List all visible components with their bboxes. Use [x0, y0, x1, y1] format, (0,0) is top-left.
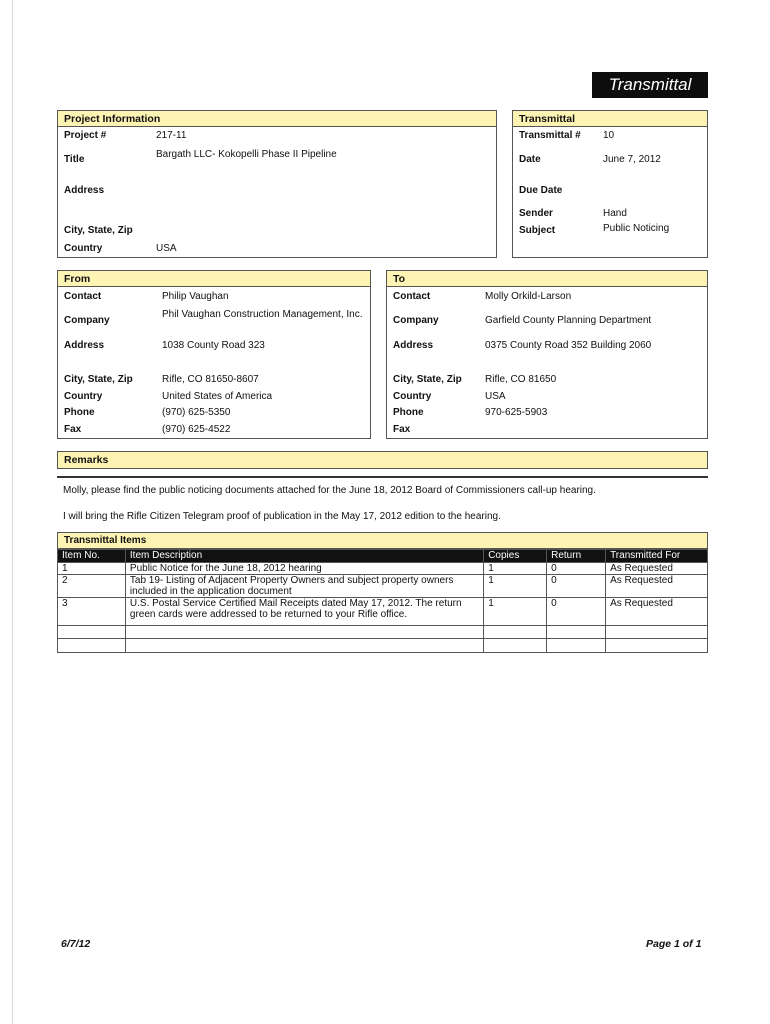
- table-row: [58, 563, 708, 575]
- project-no-label: Project #: [64, 130, 107, 141]
- date-label: Date: [519, 154, 541, 165]
- item-transmitted-for: As Requested: [606, 598, 708, 626]
- from-country-label: Country: [64, 391, 103, 402]
- to-country-label: Country: [393, 391, 432, 402]
- transmittal-no-label: Transmittal #: [519, 130, 581, 141]
- from-company-value: Phil Vaughan Construction Management, Inc.: [162, 309, 363, 320]
- remarks-header: Remarks: [64, 454, 109, 466]
- from-phone-label: Phone: [64, 407, 95, 418]
- remarks-line-1: Molly, please find the public noticing documents attached for the June 18, 2012 Board of Commissioners call-up hearing.: [63, 485, 596, 496]
- address-label: Address: [64, 185, 105, 196]
- country-label: Country: [64, 243, 103, 254]
- to-header: To: [387, 271, 707, 287]
- to-contact-label: Contact: [393, 291, 431, 302]
- table-row: [58, 598, 708, 626]
- to-section: [386, 270, 708, 439]
- to-fax-label: Fax: [393, 424, 411, 435]
- item-description: Public Notice for the June 18, 2012 hearing: [125, 563, 483, 575]
- to-city-label: City, State, Zip: [393, 374, 462, 385]
- item-no: 2: [58, 575, 126, 598]
- from-city-value: Rifle, CO 81650-8607: [162, 374, 259, 385]
- item-transmitted-for: As Requested: [606, 563, 708, 575]
- to-phone-label: Phone: [393, 407, 424, 418]
- item-return: 0: [547, 575, 606, 598]
- remarks-rule: [57, 476, 708, 478]
- item-copies: 1: [484, 598, 547, 626]
- remarks-line-2: I will bring the Rifle Citizen Telegram proof of publication in the May 17, 2012 edition to the hearing.: [63, 511, 501, 522]
- date-value: June 7, 2012: [603, 154, 661, 165]
- item-transmitted-for: As Requested: [606, 575, 708, 598]
- project-no-value: 217-11: [156, 130, 187, 141]
- from-city-label: City, State, Zip: [64, 374, 133, 385]
- sender-value: Hand: [603, 208, 627, 219]
- table-row: [58, 575, 708, 598]
- from-fax-label: Fax: [64, 424, 82, 435]
- transmittal-no-value: 10: [603, 130, 615, 141]
- to-city-value: Rifle, CO 81650: [485, 374, 557, 385]
- col-transmitted-for: Transmitted For: [606, 550, 708, 563]
- from-address-value: 1038 County Road 323: [162, 340, 265, 351]
- col-copies: Copies: [484, 550, 547, 563]
- from-header: From: [58, 271, 370, 287]
- from-contact-label: Contact: [64, 291, 102, 302]
- to-company-label: Company: [393, 315, 439, 326]
- from-phone-value: (970) 625-5350: [162, 407, 231, 418]
- items-table: [57, 549, 708, 653]
- items-header: Transmittal Items: [57, 532, 708, 549]
- footer-date: 6/7/12: [61, 938, 91, 950]
- from-country-value: United States of America: [162, 391, 273, 402]
- items-header-row: [58, 550, 708, 563]
- col-return: Return: [547, 550, 606, 563]
- to-phone-value: 970-625-5903: [485, 407, 548, 418]
- subject-value: Public Noticing: [603, 223, 670, 234]
- title-value: Bargath LLC- Kokopelli Phase II Pipeline: [156, 149, 337, 160]
- to-address-label: Address: [393, 340, 434, 351]
- item-no: 1: [58, 563, 126, 575]
- city-label: City, State, Zip: [64, 225, 133, 236]
- from-address-label: Address: [64, 340, 105, 351]
- item-return: 0: [547, 598, 606, 626]
- subject-label: Subject: [519, 225, 556, 236]
- project-info-section: [57, 110, 497, 258]
- item-copies: 1: [484, 563, 547, 575]
- from-fax-value: (970) 625-4522: [162, 424, 231, 435]
- country-value: USA: [156, 243, 177, 254]
- to-address-value: 0375 County Road 352 Building 2060: [485, 340, 652, 351]
- to-company-value: Garfield County Planning Department: [485, 315, 652, 326]
- col-item-no: Item No.: [58, 550, 126, 563]
- item-return: 0: [547, 563, 606, 575]
- title-label: Title: [64, 154, 85, 165]
- remarks-header-box: [57, 451, 708, 469]
- col-description: Item Description: [125, 550, 483, 563]
- transmittal-header: Transmittal: [513, 111, 707, 127]
- item-description: Tab 19- Listing of Adjacent Property Owners and subject property owners included in the application document: [125, 575, 483, 598]
- due-date-label: Due Date: [519, 185, 563, 196]
- document-title: Transmittal: [592, 72, 708, 98]
- to-contact-value: Molly Orkild-Larson: [485, 291, 572, 302]
- footer-page-number: Page 1 of 1: [646, 938, 702, 950]
- item-no: 3: [58, 598, 126, 626]
- from-contact-value: Philip Vaughan: [162, 291, 229, 302]
- transmittal-section: [512, 110, 708, 258]
- sender-label: Sender: [519, 208, 553, 219]
- project-info-header: Project Information: [58, 111, 496, 127]
- to-country-value: USA: [485, 391, 506, 402]
- item-description: U.S. Postal Service Certified Mail Receipts dated May 17, 2012. The return green cards were addressed to be returned to your Rifle office.: [125, 598, 483, 626]
- from-company-label: Company: [64, 315, 110, 326]
- table-row-empty: [58, 626, 708, 639]
- from-section: [57, 270, 371, 439]
- table-row-empty: [58, 639, 708, 653]
- item-copies: 1: [484, 575, 547, 598]
- page-edge: [12, 0, 13, 1024]
